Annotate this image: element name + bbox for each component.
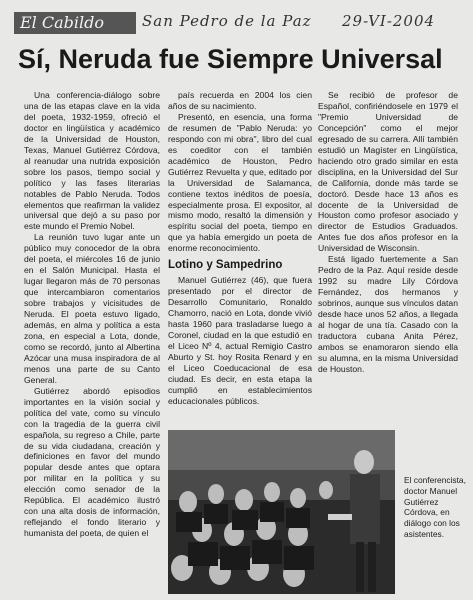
paragraph: Una conferencia-diálogo sobre una de las etapas clave en la vida del poeta, 1932-1959, ofreció el doctor en lingüística y académico de la Universidad de Houston, Texas, Manuel Gutiérrez Córdova, al reanudar una nutrida exposición sobre los pasos, tiempo social y político y las fases literarias notables de Pablo Neruda. Todos elementos que reafirman la validez universal que dejó a su paso por este mundo el Premio Nobel.	[24, 90, 160, 232]
paragraph: Se recibió de profesor de Español, confiriéndosele en 1979 el "Premio Universidad de Concepción" como el mejor egresado de su carrera. Allí también estudió un Magíster en Lingüística, haciendo otro grado similar en esta disciplina, en la Universidad del Sur de California, donde más tarde se doctoró. Desde hace 13 años es docente de la Universidad de Houston como profesor asociado y director de Estudios Graduados. Antes fue dos años profesor en la Universidad de Wisconsin.	[318, 90, 458, 254]
paragraph: Manuel Gutiérrez (46), que fuera presentado por el director de Desarrollo Comunitario, Ronaldo Chamorro, nació en Lota, donde vivió hasta 1960 para trasladarse luego a Coronel, ciudad en la que estudió en el Liceo Nº 4, actual Remigio Castro Aburto y St. hoy Rosita Renard y en el Liceo Coeducacional de esa ciudad. Es decir, en esta etapa la cumplió en establecimientos educacionales públicos.	[168, 275, 312, 406]
section-label-bar	[14, 12, 136, 34]
article-column-2	[168, 90, 312, 406]
article-column-1	[24, 90, 160, 595]
article-headline: Sí, Neruda fue Siempre Universal	[18, 44, 443, 74]
photo-image	[168, 430, 395, 594]
paragraph: Está ligado fuertemente a San Pedro de la Paz. Aquí reside desde 1992 su madre Lily Córdova Fernández, dos hermanos y sobrinos, aunque sus vínculos datan desde hace unos 52 años, a llegada al hogar de una tía. Casado con la traductora cubana Anita Pérez, ambos se enamoraron siendo ella su alumna, en la misma Universidad de Houston.	[318, 254, 458, 374]
handwritten-source: San Pedro de la Paz	[142, 12, 312, 30]
photo-caption: El conferencista, doctor Manuel Gutiérrez Córdova, en diálogo con los asistentes.	[404, 475, 466, 539]
section-label: El Cabildo	[20, 13, 105, 32]
paragraph: La reunión tuvo lugar ante un público muy conocedor de la obra del poeta, el miércoles 16 de junio en el Salón Municipal. Hasta el lugar llegaron más de 70 personas que intercambiaron comentarios sobre trabajos y vicisitudes de Neruda. El poeta estuvo ligado, además, en alma y política a esta zona, en especial a Lota, donde, como se recordó, junto al Albertina Azócar una musa inspiradora de al menos una parte de su Canto General.	[24, 232, 160, 385]
handwritten-date: 29-VI-2004	[342, 12, 436, 30]
paragraph: Gutiérrez abordó episodios importantes en la visión social y política del vate, como su vínculo con la tragedia de la guerra civil española, su regreso a Chile, parte de su vida ciudadana, creación y definiciones en favor del mundo popular desde antes que optara por militar en la política y su elección como senador de la República. El académico ilustró con una alta dosis de información, reflejando el fondo literario y humanista del poeta, de quien el	[24, 385, 160, 539]
paragraph: país recuerda en 2004 los cien años de su nacimiento.	[168, 90, 312, 111]
article-subheading: Lotino y Sampedrino	[168, 259, 283, 272]
audience-photo	[168, 430, 395, 594]
article-column-3	[318, 90, 458, 405]
paragraph: Presentó, en esencia, una forma de resumen de "Pablo Neruda: yo respondo con mi obra", libro del cual es coeditor con el también académico de Houston, Pedro Gutiérrez Revuelta y que, editado por la Universidad de Salamanca, contiene textos inéditos de poesía, especialmente prosa. El expositor, al mismo modo, resaltó la dimensión y espíritu social del poeta, tiempo en que ya había emergido un poeta de enorme reconocimiento.	[168, 111, 312, 254]
